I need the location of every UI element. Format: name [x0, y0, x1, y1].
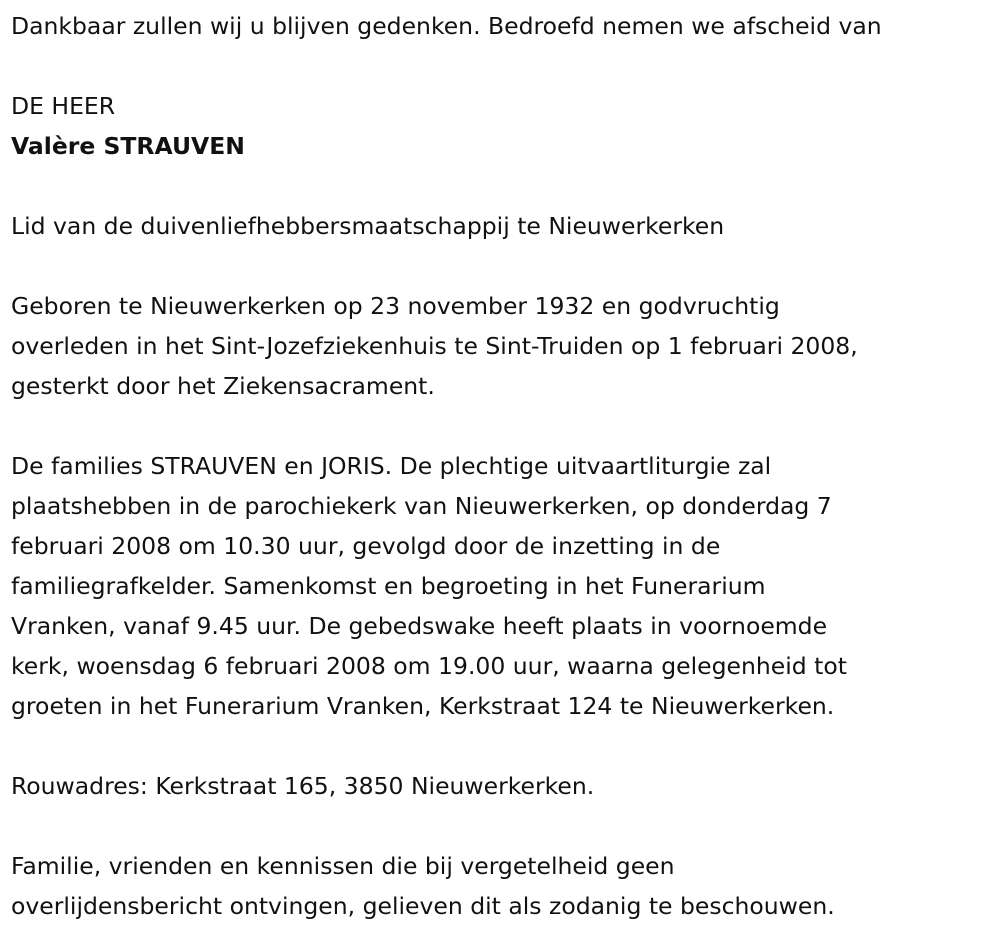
- paragraph-line: overlijdensbericht ontvingen, gelieven dit als zodanig te beschouwen.: [11, 892, 835, 920]
- membership-text: Lid van de duivenliefhebbersmaatschappij te Nieuwerkerken: [11, 212, 725, 240]
- paragraph-line: Geboren te Nieuwerkerken op 23 november 1932 en godvruchtig: [11, 292, 780, 320]
- spacer: [11, 166, 1000, 206]
- paragraph-line: groeten in het Funerarium Vranken, Kerkstraat 124 te Nieuwerkerken.: [11, 692, 835, 720]
- closing-paragraph: [11, 846, 1000, 926]
- spacer: [11, 246, 1000, 286]
- deceased-name: Valère STRAUVEN: [11, 132, 245, 160]
- paragraph-line: overleden in het Sint-Jozefziekenhuis te Sint-Truiden op 1 februari 2008,: [11, 332, 858, 360]
- spacer: [11, 806, 1000, 846]
- paragraph-line: kerk, woensdag 6 februari 2008 om 19.00 uur, waarna gelegenheid tot: [11, 652, 847, 680]
- paragraph-line: plaatshebben in de parochiekerk van Nieuwerkerken, op donderdag 7: [11, 492, 832, 520]
- paragraph-line: gesterkt door het Ziekensacrament.: [11, 372, 435, 400]
- spacer: [11, 46, 1000, 86]
- intro-text: Dankbaar zullen wij u blijven gedenken. Bedroefd nemen we afscheid van: [11, 12, 882, 40]
- funeral-paragraph: [11, 446, 1000, 726]
- honorific-title: DE HEER: [11, 92, 116, 120]
- paragraph-line: De families STRAUVEN en JORIS. De plechtige uitvaartliturgie zal: [11, 452, 772, 480]
- spacer: [11, 726, 1000, 766]
- birth-paragraph: [11, 286, 1000, 406]
- paragraph-line: Familie, vrienden en kennissen die bij vergetelheid geen: [11, 852, 675, 880]
- mourning-address: Rouwadres: Kerkstraat 165, 3850 Nieuwerkerken.: [11, 772, 595, 800]
- spacer: [11, 406, 1000, 446]
- paragraph-line: Vranken, vanaf 9.45 uur. De gebedswake heeft plaats in voornoemde: [11, 612, 828, 640]
- paragraph-line: februari 2008 om 10.30 uur, gevolgd door de inzetting in de: [11, 532, 721, 560]
- paragraph-line: familiegrafkelder. Samenkomst en begroeting in het Funerarium: [11, 572, 766, 600]
